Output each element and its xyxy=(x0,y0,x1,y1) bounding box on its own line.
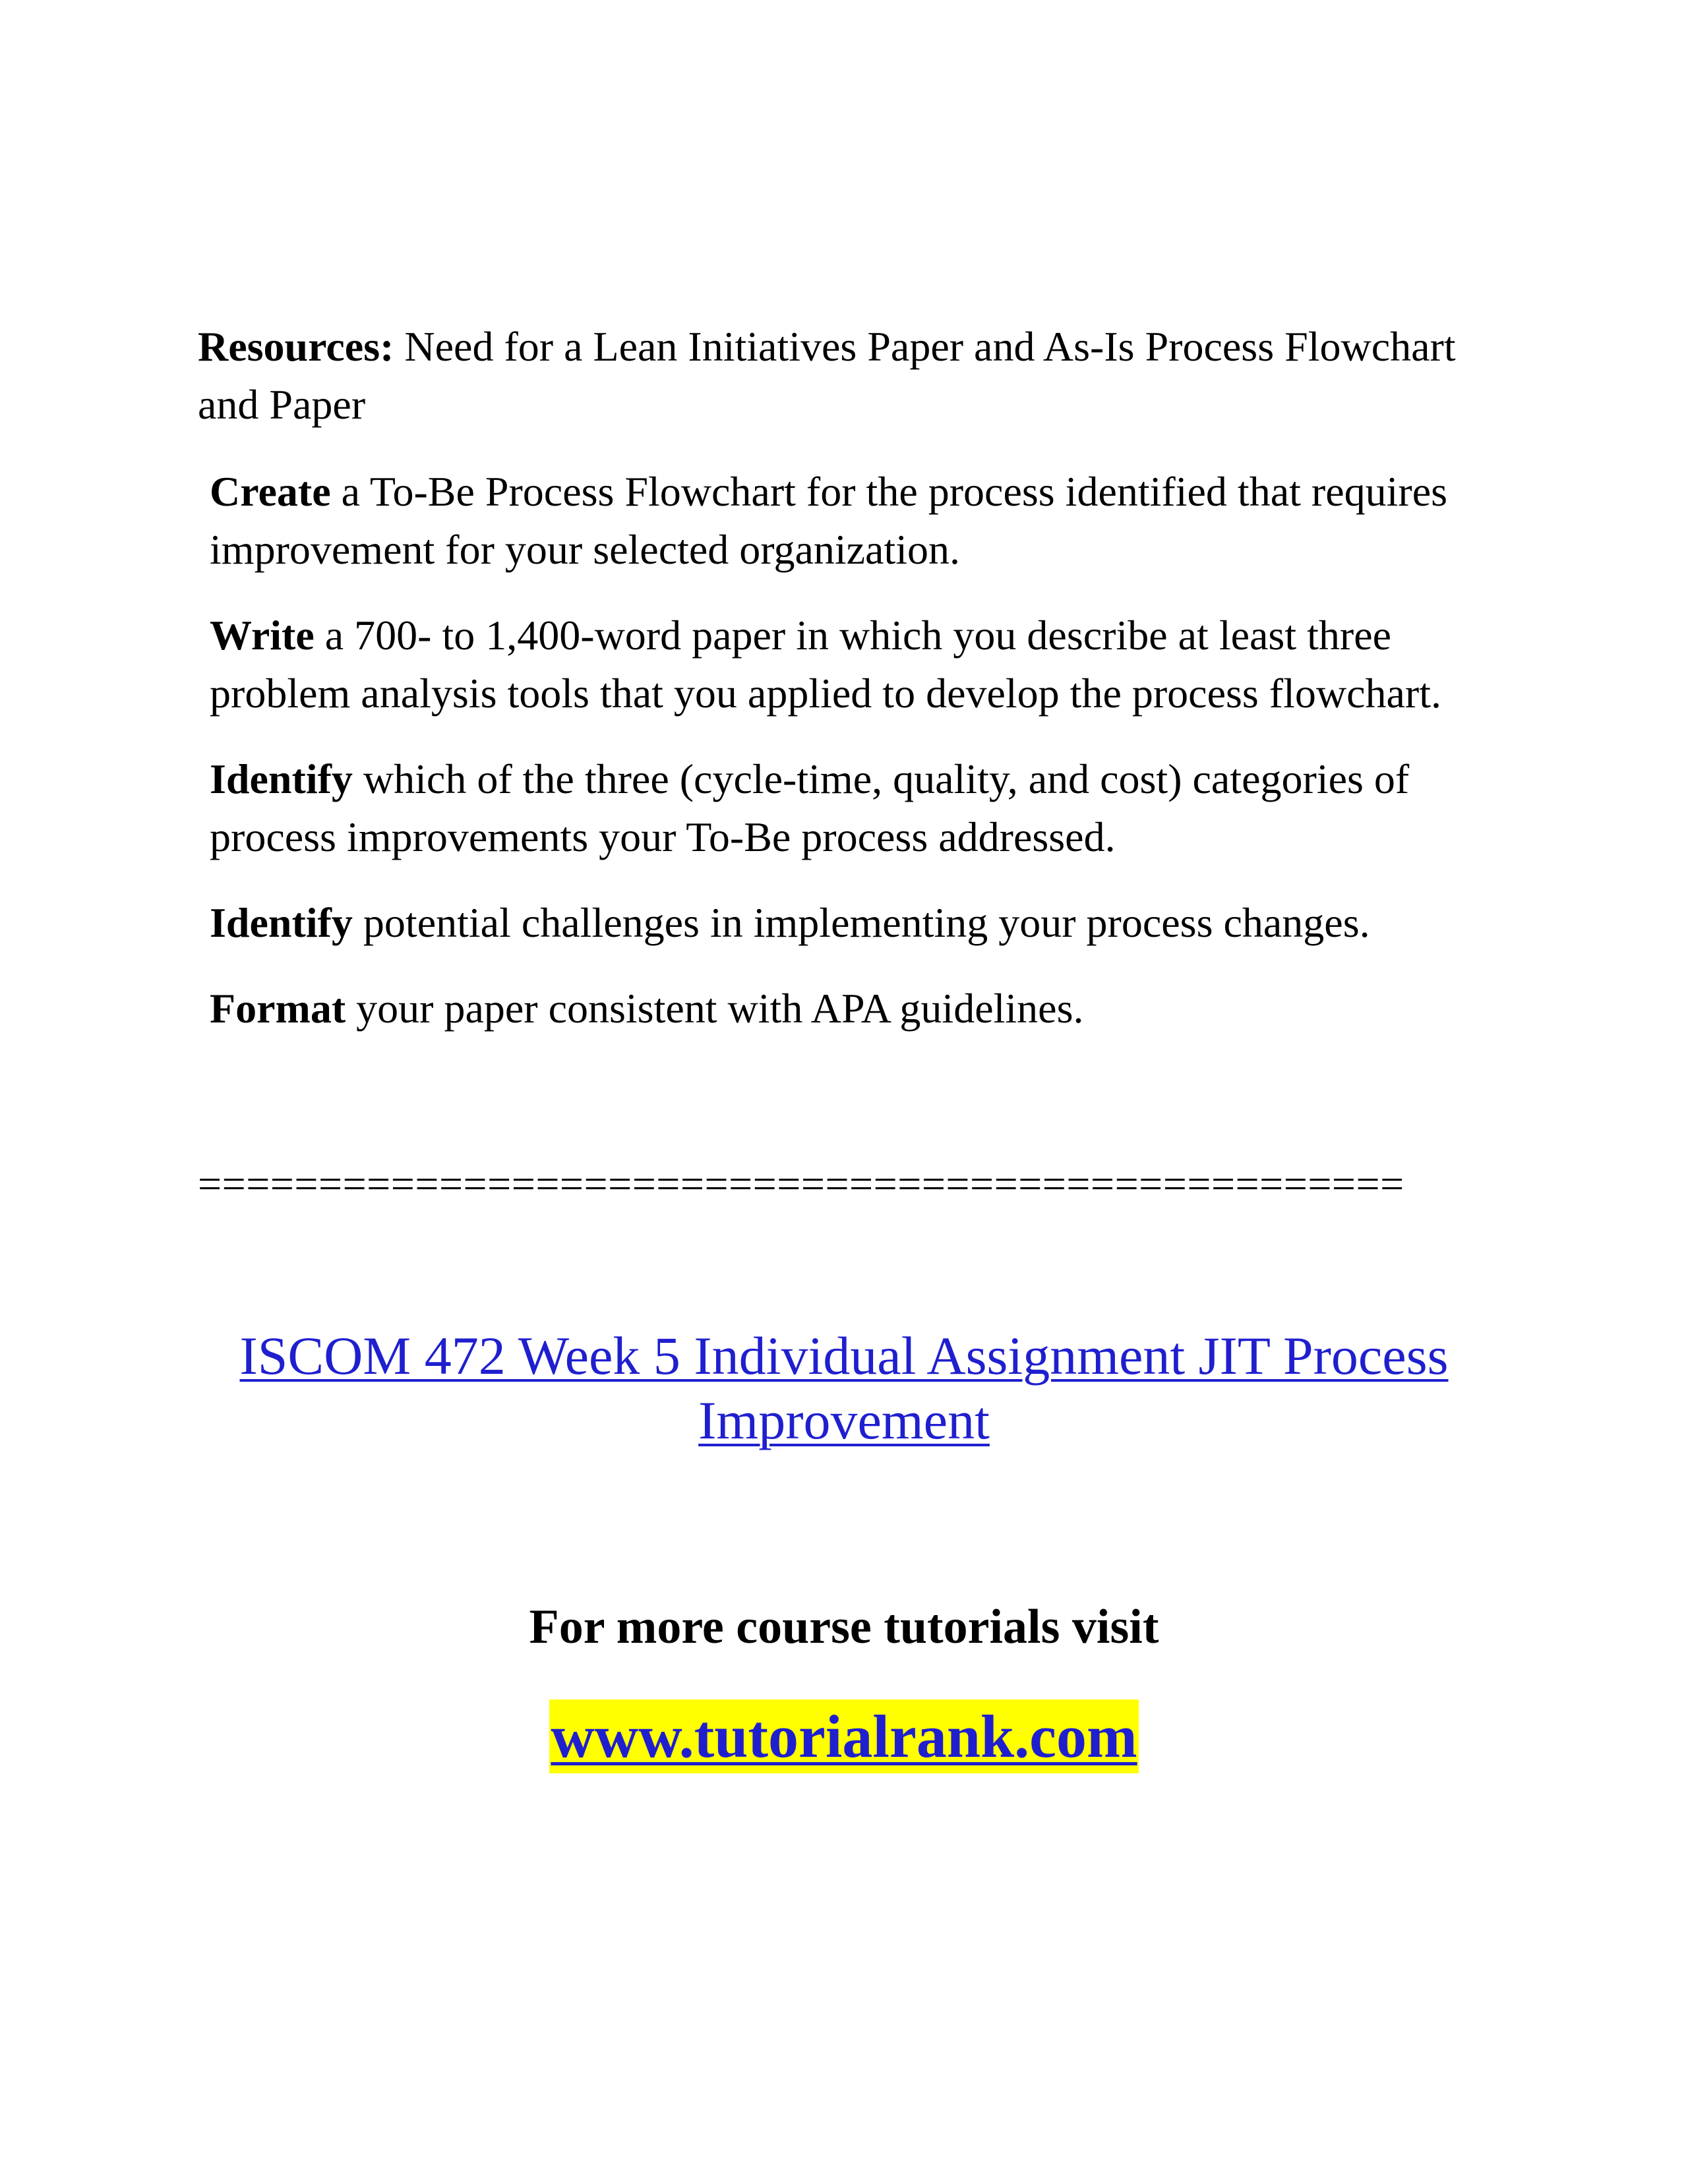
instruction-verb: Write xyxy=(210,612,315,659)
instruction-text: a 700- to 1,400-word paper in which you describe at least three problem analysis tools that you applied to develop the process flowchart. xyxy=(210,612,1441,717)
resources-paragraph xyxy=(198,318,1517,434)
instruction-create xyxy=(198,463,1528,579)
instruction-format xyxy=(198,980,1528,1038)
resources-text: Need for a Lean Initiatives Paper and As-Is Process Flowchart and Paper xyxy=(198,323,1456,428)
instruction-text: potential challenges in implementing your process changes. xyxy=(352,899,1370,946)
course-link-block xyxy=(0,1324,1688,1453)
instruction-verb: Identify xyxy=(210,899,353,946)
instruction-text: your paper consistent with APA guidelines. xyxy=(346,985,1084,1032)
instruction-verb: Identify xyxy=(210,755,353,802)
course-title-link[interactable] xyxy=(239,1326,1448,1450)
instruction-verb: Format xyxy=(210,985,346,1032)
site-link-wrap xyxy=(0,1699,1688,1773)
course-link-line1: ISCOM 472 Week 5 Individual Assignment JIT Process xyxy=(239,1326,1449,1386)
instruction-text: a To-Be Process Flowchart for the process identified that requires improvement for your selected organization. xyxy=(210,468,1447,573)
instruction-identify-categories xyxy=(198,750,1528,866)
instruction-verb: Create xyxy=(210,468,331,515)
resources-label: Resources: xyxy=(198,323,394,370)
section-divider: ================================================== xyxy=(198,1160,1404,1207)
instruction-write xyxy=(198,606,1528,723)
instruction-text: which of the three (cycle-time, quality, and cost) categories of process improvements your To-Be process addressed. xyxy=(210,755,1410,860)
instruction-identify-challenges xyxy=(198,894,1528,952)
site-link[interactable]: www.tutorialrank.com xyxy=(549,1699,1138,1773)
course-link-line2: Improvement xyxy=(698,1390,990,1450)
promo-heading: For more course tutorials visit xyxy=(529,1600,1159,1654)
